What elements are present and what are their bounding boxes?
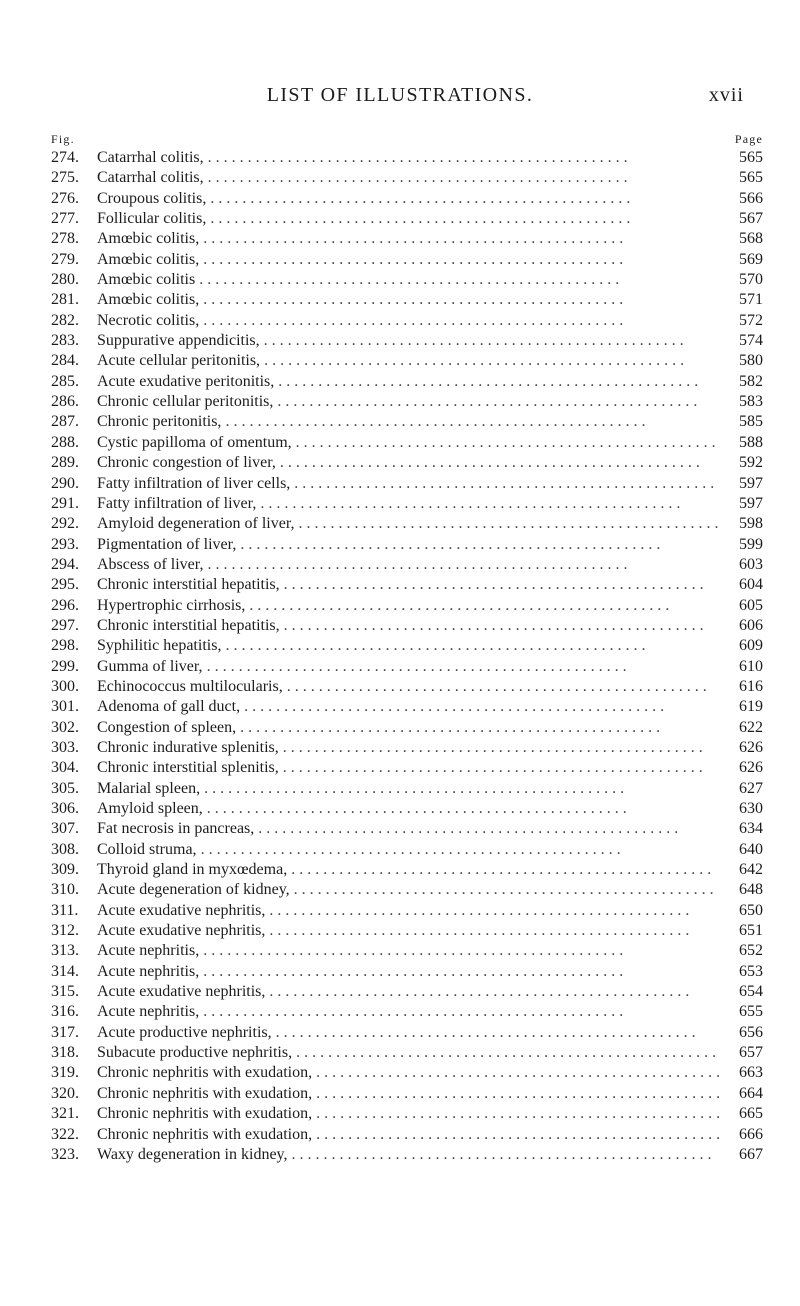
list-item [0,555,800,575]
page-number: 652 [719,941,763,961]
list-item [0,697,800,717]
figure-title: Chronic nephritis with exudation, . . [97,1104,732,1124]
figure-number: 289. [51,454,79,472]
list-item [0,311,800,331]
page-number: 626 [719,758,763,778]
page-number: 582 [719,372,763,392]
figure-number: 285. [51,372,79,390]
figure-title: Acute exudative nephritis, . . [97,921,732,941]
figure-number: 303. [51,738,79,756]
list-item [0,596,800,616]
page-number: 640 [719,840,763,860]
page-number: 567 [719,209,763,229]
page-number: 597 [719,474,763,494]
figure-title: Chronic peritonitis, . . [97,412,732,432]
list-item [0,819,800,839]
page-number: 609 [719,636,763,656]
figure-number: 290. [51,474,79,492]
figure-number: 309. [51,861,79,879]
list-item [0,331,800,351]
figure-number: 298. [51,637,79,655]
page-number: 654 [719,982,763,1002]
figure-title: Chronic interstitial splenitis, . . [97,758,732,778]
figure-title: Acute exudative peritonitis, . . [97,372,732,392]
figure-number: 319. [51,1064,79,1082]
list-item [0,799,800,819]
page-header [0,84,800,108]
figure-title: Subacute productive nephritis, . . [97,1043,732,1063]
figure-number: 302. [51,718,79,736]
page-number: 648 [719,880,763,900]
figure-number: 323. [51,1145,79,1163]
figure-title: Chronic congestion of liver, . . [97,453,732,473]
figure-number: 300. [51,677,79,695]
figure-title: Acute nephritis, . . [97,962,732,982]
page-number: 592 [719,453,763,473]
page-number: 610 [719,657,763,677]
figure-number: 279. [51,250,79,268]
list-item [0,392,800,412]
figure-number: 281. [51,291,79,309]
list-item [0,351,800,371]
figure-number: 276. [51,189,79,207]
list-item [0,1023,800,1043]
figure-title: Gumma of liver, . . [97,657,732,677]
fig-column-header: Fig. [51,132,75,146]
figure-number: 311. [51,901,79,919]
figure-title: Echinococcus multilocularis, . . [97,677,732,697]
figure-title: Chronic cellular peritonitis, . . [97,392,732,412]
figure-title: Colloid struma, . . [97,840,732,860]
page-number: 566 [719,189,763,209]
figure-title: Amœbic colitis, . . [97,229,732,249]
page-number: 574 [719,331,763,351]
page-number: 627 [719,779,763,799]
page-number: 604 [719,575,763,595]
page-number: 565 [719,148,763,168]
page-number: 597 [719,494,763,514]
page-column-header: Page [734,132,763,146]
list-item [0,1002,800,1022]
figure-title: Pigmentation of liver, . . [97,535,732,555]
figure-title: Suppurative appendicitis, . . [97,331,732,351]
list-item [0,636,800,656]
page-number: 664 [719,1084,763,1104]
figure-number: 277. [51,210,79,228]
list-item [0,1063,800,1083]
list-item [0,941,800,961]
figure-title: Waxy degeneration in kidney, . . [97,1145,732,1165]
illustration-list [0,148,800,1165]
figure-number: 320. [51,1084,79,1102]
figure-title: Chronic nephritis with exudation, . . [97,1125,732,1145]
figure-title: Acute exudative nephritis, . . [97,982,732,1002]
figure-number: 282. [51,311,79,329]
figure-title: Amœbic colitis, . . [97,290,732,310]
list-item [0,148,800,168]
figure-number: 297. [51,616,79,634]
figure-number: 308. [51,840,79,858]
page-number: 653 [719,962,763,982]
figure-number: 291. [51,494,79,512]
figure-number: 283. [51,332,79,350]
figure-title: Hypertrophic cirrhosis, . . [97,596,732,616]
list-item [0,962,800,982]
list-item [0,1145,800,1165]
page-number: 622 [719,718,763,738]
page-number: 598 [719,514,763,534]
page-number: 571 [719,290,763,310]
list-item [0,290,800,310]
figure-title: Fatty infiltration of liver cells, . . [97,474,732,494]
figure-title: Adenoma of gall duct, . . [97,697,732,717]
list-item [0,738,800,758]
page-number: 603 [719,555,763,575]
figure-number: 275. [51,169,79,187]
page-number: 619 [719,697,763,717]
list-item [0,372,800,392]
list-item [0,1043,800,1063]
page-number: 605 [719,596,763,616]
figure-number: 278. [51,230,79,248]
figure-number: 292. [51,515,79,533]
figure-number: 306. [51,800,79,817]
figure-number: 284. [51,352,79,370]
page-number: 642 [719,860,763,880]
figure-title: Chronic interstitial hepatitis, . . [97,616,732,636]
list-item [0,168,800,188]
list-item [0,779,800,799]
list-item [0,209,800,229]
figure-number: 313. [51,942,79,960]
list-item [0,758,800,778]
page-number: 572 [719,311,763,331]
page-number: 634 [719,819,763,839]
page-number: 655 [719,1002,763,1022]
page-number: 599 [719,535,763,555]
list-item [0,575,800,595]
figure-number: 312. [51,922,79,940]
figure-title: Acute exudative nephritis, . . [97,901,732,921]
figure-title: Chronic nephritis with exudation, . . [97,1063,732,1083]
page-number: 626 [719,738,763,758]
list-item [0,860,800,880]
figure-number: 293. [51,535,79,553]
page-number: 667 [719,1145,763,1165]
page-number: 565 [719,168,763,188]
figure-number: 314. [51,962,79,980]
column-headers [51,132,763,148]
figure-title: Acute nephritis, . . [97,941,732,961]
figure-title: Syphilitic hepatitis, . . [97,636,732,656]
page-number: 585 [719,412,763,432]
figure-number: 315. [51,983,79,1001]
list-item [0,270,800,290]
figure-title: Amœbic colitis, . . [97,250,732,270]
figure-title: Amyloid degeneration of liver, . . [97,514,732,534]
figure-number: 316. [51,1003,79,1021]
figure-number: 299. [51,657,79,675]
figure-title: Catarrhal colitis, . . [97,148,732,168]
figure-title: Congestion of spleen, . . [97,718,732,738]
figure-title: Chronic indurative splenitis, . . [97,738,732,758]
figure-number: 321. [51,1105,79,1123]
page-number: 630 [719,799,763,819]
page-number: 657 [719,1043,763,1063]
figure-title: Acute degeneration of kidney, . . [97,880,732,900]
list-item [0,840,800,860]
figure-title: Fat necrosis in pancreas, . . [97,819,732,839]
list-item [0,494,800,514]
page-number: 588 [719,433,763,453]
figure-title: Chronic nephritis with exudation, . . [97,1084,732,1104]
list-item [0,229,800,249]
list-item [0,535,800,555]
list-item [0,433,800,453]
figure-title: Amœbic colitis . . [97,270,732,290]
page-number: 666 [719,1125,763,1145]
figure-title: Malarial spleen, . . [97,779,732,799]
figure-number: 318. [51,1044,79,1062]
page-number: 650 [719,901,763,921]
list-item [0,1104,800,1124]
figure-title: Follicular colitis, . . [97,209,732,229]
figure-number: 287. [51,413,79,431]
figure-title: Chronic interstitial hepatitis, . . [97,575,732,595]
figure-number: 286. [51,393,79,411]
list-item [0,880,800,900]
figure-title: Fatty infiltration of liver, . . [97,494,732,514]
figure-title: Acute cellular peritonitis, . . [97,351,732,371]
figure-title: Catarrhal colitis, . . [97,168,732,188]
figure-number: 304. [51,759,79,777]
figure-title: Necrotic colitis, . . [97,311,732,331]
list-item [0,901,800,921]
figure-title: Acute nephritis, . . [97,1002,732,1022]
list-item [0,514,800,534]
figure-number: 280. [51,271,79,289]
list-item [0,1084,800,1104]
list-item [0,1125,800,1145]
list-item [0,657,800,677]
list-item [0,412,800,432]
page-number: 570 [719,270,763,290]
figure-title: Cystic papilloma of omentum, . . [97,433,732,453]
figure-number: 295. [51,576,79,594]
page-number-roman: xvii [708,84,744,106]
list-item [0,982,800,1002]
figure-title: Acute productive nephritis, . . [97,1023,732,1043]
page-number: 583 [719,392,763,412]
figure-number: 274. [51,149,79,166]
list-item [0,921,800,941]
list-item [0,189,800,209]
list-item [0,616,800,636]
page-number: 606 [719,616,763,636]
figure-number: 322. [51,1125,79,1143]
page-title: LIST OF ILLUSTRATIONS. [266,84,534,106]
figure-number: 288. [51,433,79,451]
list-item [0,677,800,697]
figure-number: 294. [51,555,79,573]
figure-title: Amyloid spleen, . . [97,799,732,819]
page-number: 656 [719,1023,763,1043]
page-number: 569 [719,250,763,270]
figure-title: Thyroid gland in myxœdema, . . [97,860,732,880]
figure-title: Croupous colitis, . . [97,189,732,209]
figure-number: 305. [51,779,79,797]
page-number: 663 [719,1063,763,1083]
figure-number: 307. [51,820,79,838]
list-item [0,453,800,473]
page-number: 568 [719,229,763,249]
page-number: 651 [719,921,763,941]
figure-number: 317. [51,1023,79,1041]
list-item [0,718,800,738]
figure-number: 310. [51,881,79,899]
list-item [0,474,800,494]
figure-number: 301. [51,698,79,716]
page-number: 580 [719,351,763,371]
figure-number: 296. [51,596,79,614]
figure-title: Abscess of liver, . . [97,555,732,575]
page-number: 665 [719,1104,763,1124]
list-item [0,250,800,270]
page-number: 616 [719,677,763,697]
